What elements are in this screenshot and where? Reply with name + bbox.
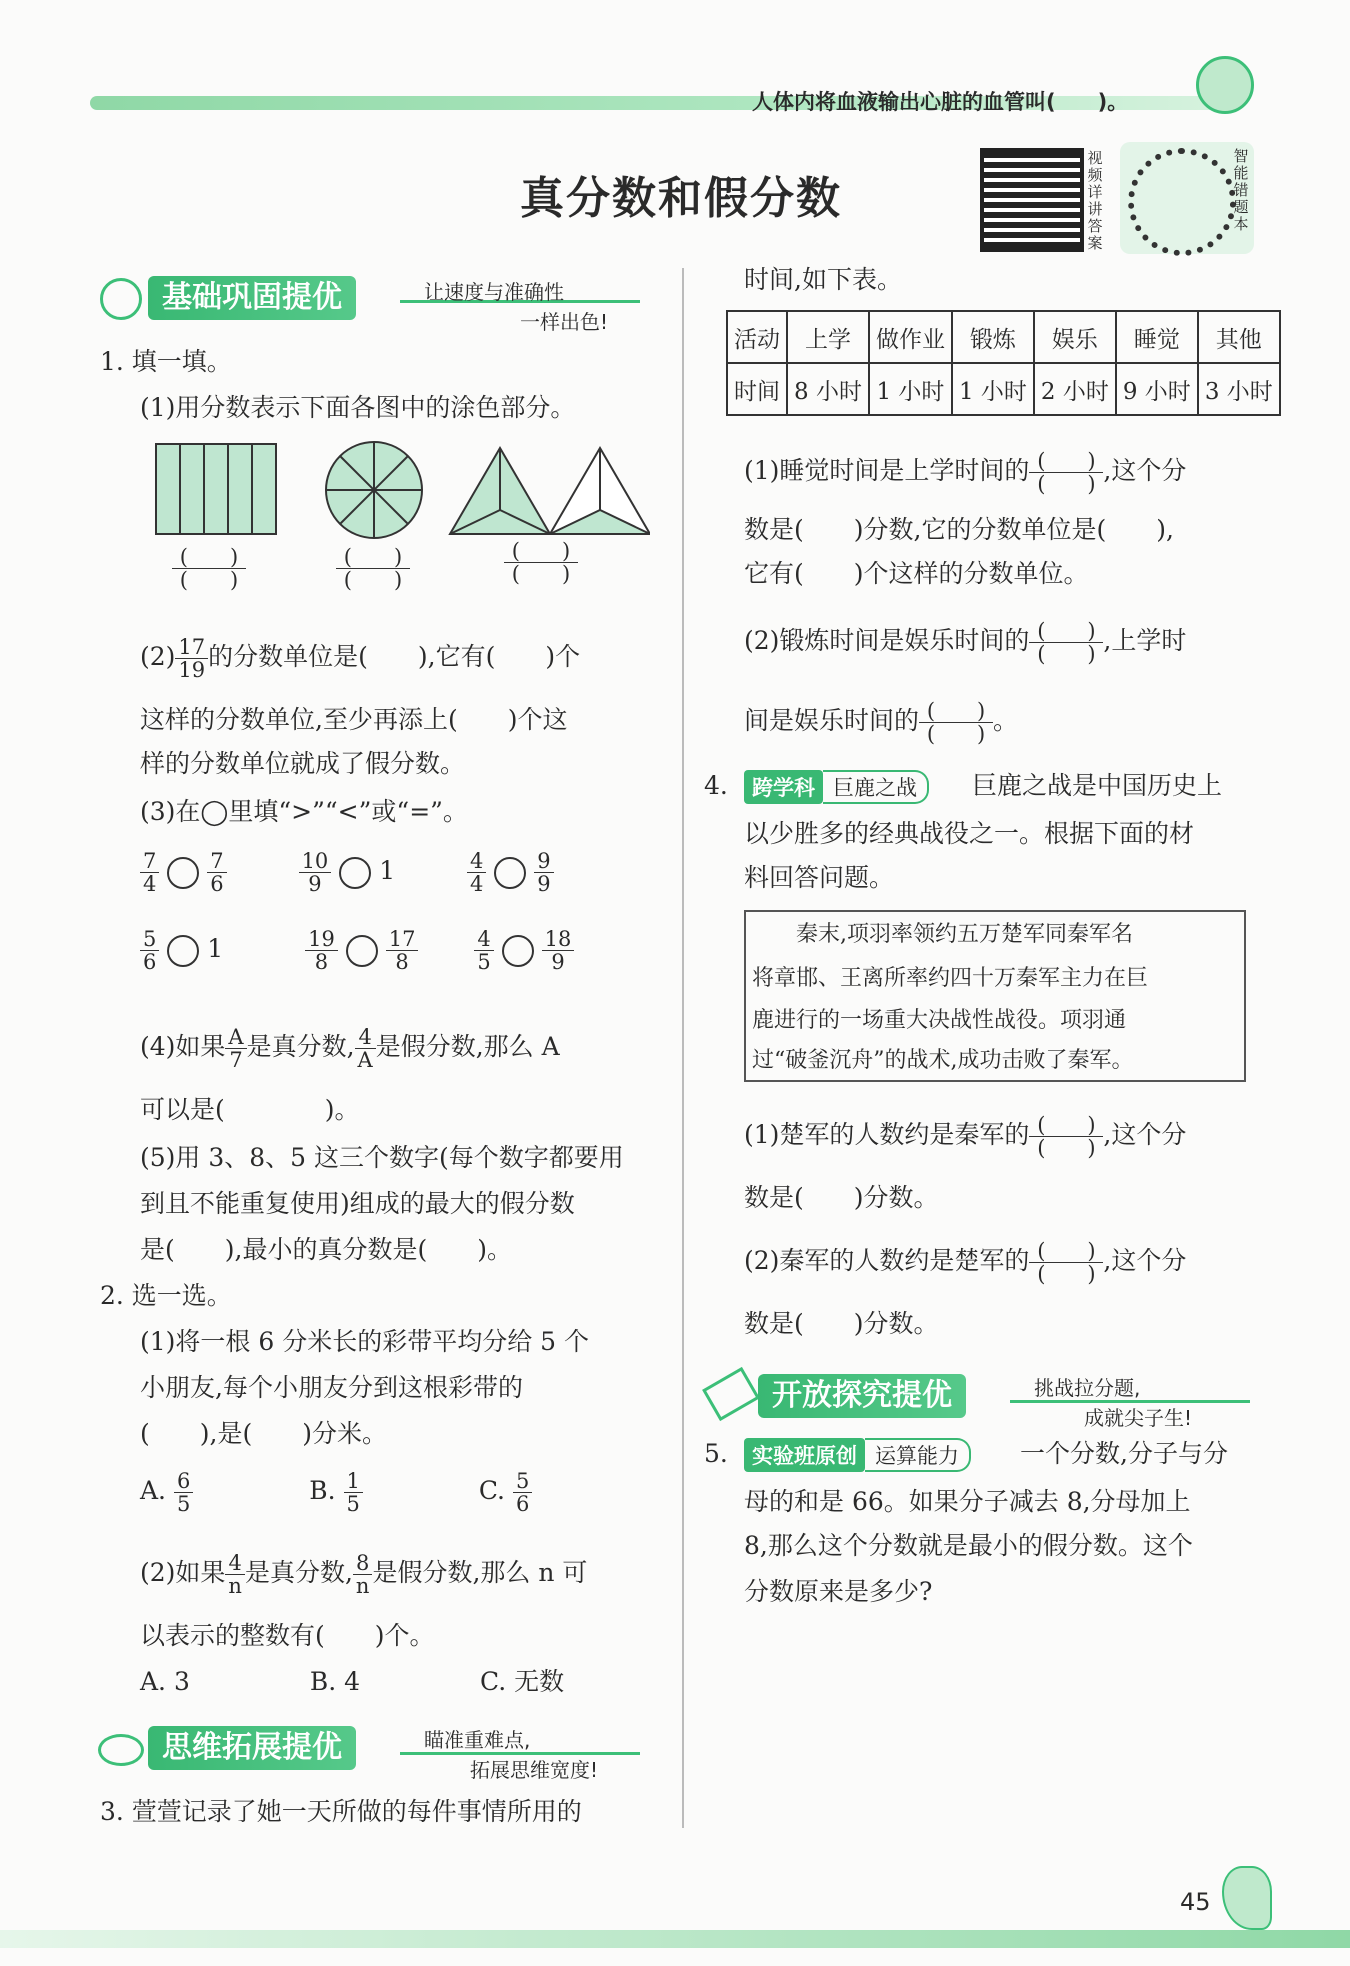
ufo-icon bbox=[98, 1734, 144, 1766]
q1-part5-line3: 是( ),最小的真分数是( )。 bbox=[140, 1235, 512, 1264]
q1-part5-line1: (5)用 3、8、5 这三个数字(每个数字都要用 bbox=[140, 1143, 624, 1172]
q4-part1-line1: (1)楚军的人数约是秦军的 ( ) ( ) ,这个分 bbox=[744, 1113, 1187, 1160]
q3-part1-line3: 它有( )个这样的分数单位。 bbox=[744, 559, 1089, 588]
q1-part5-line2: 到且不能重复使用)组成的最大的假分数 bbox=[140, 1189, 575, 1218]
header-question: 人体内将血液输出心脏的血管叫( )。 bbox=[752, 90, 1129, 114]
footer-bar bbox=[0, 1930, 1350, 1948]
page-title: 真分数和假分数 bbox=[520, 173, 842, 224]
circle-figure bbox=[326, 442, 422, 538]
compare-circle[interactable] bbox=[494, 857, 526, 889]
triangle-figure-2 bbox=[550, 448, 650, 534]
table-row: 时间 8 小时 1 小时 1 小时 2 小时 9 小时 3 小时 bbox=[727, 363, 1280, 415]
option-b[interactable]: B. $\frac{1}{5}$ bbox=[309, 1476, 363, 1505]
compare-circle[interactable] bbox=[346, 935, 378, 967]
q4-label bbox=[744, 770, 929, 804]
qr-code-icon[interactable] bbox=[980, 148, 1084, 252]
compare-row-2: $\frac{5}{6}$ 1 $\frac{19}{8}$ $\frac{17}{8}$ $\frac{4}{5}$ $\frac{18}{9}$ bbox=[140, 928, 574, 973]
section-basic-tag1: 让速度与准确性 bbox=[424, 280, 564, 304]
shaded-figures bbox=[150, 440, 650, 540]
answer-fraction-1[interactable]: ( ) ( ) bbox=[172, 546, 246, 591]
material-line: 鹿进行的一场重大决战性战役。项羽通 bbox=[752, 1008, 1127, 1033]
cross-subject-badge: 跨学科 bbox=[744, 770, 823, 804]
compare-circle[interactable] bbox=[339, 857, 371, 889]
original-badge: 实验班原创 bbox=[744, 1438, 865, 1472]
section-open-tag1: 挑战拉分题, bbox=[1034, 1376, 1141, 1400]
q1-part2-line2: 这样的分数单位,至少再添上( )个这 bbox=[140, 705, 568, 734]
answer-fraction[interactable]: ( ) ( ) bbox=[1029, 1240, 1103, 1285]
activity-table bbox=[726, 310, 1281, 416]
q4-line3: 料回答问题。 bbox=[744, 863, 895, 892]
dolphin-icon bbox=[1222, 1866, 1272, 1930]
robot-mascot-icon bbox=[1196, 56, 1254, 114]
skill-tag: 运算能力 bbox=[865, 1438, 971, 1472]
topic-tag: 巨鹿之战 bbox=[823, 770, 929, 804]
rectangle-figure bbox=[156, 444, 276, 534]
answer-fraction[interactable]: ( ) ( ) bbox=[1029, 620, 1103, 665]
q2-options-2 bbox=[140, 1666, 564, 1698]
q2-part1-line2: 小朋友,每个小朋友分到这根彩带的 bbox=[140, 1373, 523, 1402]
q1-part4-line2: 可以是( )。 bbox=[140, 1095, 360, 1124]
section-basic-tag2: 一样出色! bbox=[520, 310, 609, 334]
page-number: 45 bbox=[1180, 1888, 1211, 1916]
section-basic-title: 基础巩固提优 bbox=[148, 276, 356, 320]
q4-part1-line2: 数是( )分数。 bbox=[744, 1183, 939, 1212]
material-line: 将章邯、王离所率约四十万秦军主力在巨 bbox=[752, 966, 1149, 991]
answer-fraction[interactable]: ( ) ( ) bbox=[1029, 1114, 1103, 1159]
q5-number: 5. bbox=[704, 1439, 728, 1468]
answer-fraction-2[interactable]: ( ) ( ) bbox=[336, 546, 410, 591]
q1-part4-line1: (4)如果 $\frac{A}{7}$ 是真分数, $\frac{4}{A}$ 是假分数,那么 A bbox=[140, 1025, 560, 1072]
material-line: 秦末,项羽率领约五万楚军同秦军名 bbox=[752, 922, 1133, 947]
option-a[interactable]: A. 3 bbox=[140, 1667, 190, 1696]
q4-part2-line1: (2)秦军的人数约是楚军的 ( ) ( ) ,这个分 bbox=[744, 1239, 1187, 1286]
table-row: 活动 上学 做作业 锻炼 娱乐 睡觉 其他 bbox=[727, 311, 1280, 363]
q3-continuation: 时间,如下表。 bbox=[744, 265, 902, 294]
option-a[interactable]: A. $\frac{6}{5}$ bbox=[140, 1476, 193, 1505]
answer-fraction-3[interactable]: ( ) ( ) bbox=[504, 540, 578, 585]
atom-icon bbox=[100, 278, 142, 320]
satellite-icon bbox=[702, 1367, 760, 1421]
answer-fraction[interactable]: ( ) ( ) bbox=[1029, 450, 1103, 495]
qr1-label: 视频详讲答案 bbox=[1087, 149, 1103, 252]
qr2-label: 智能错题本 bbox=[1233, 147, 1249, 233]
material-line: 过“破釜沉舟”的战术,成功击败了秦军。 bbox=[752, 1048, 1134, 1073]
q2-part2-line1: (2)如果 $\frac{4}{n}$ 是真分数, $\frac{8}{n}$ 是假分数,那么 n 可 bbox=[140, 1551, 588, 1598]
compare-circle[interactable] bbox=[167, 857, 199, 889]
q1-part2-line1: (2) $\frac{17}{19}$ 的分数单位是( ),它有( )个 bbox=[140, 635, 581, 682]
triangle-figure-1 bbox=[450, 448, 550, 534]
answer-fraction[interactable]: ( ) ( ) bbox=[919, 700, 993, 745]
q4-line1: 巨鹿之战是中国历史上 bbox=[972, 771, 1223, 800]
q2-heading: 2. 选一选。 bbox=[100, 1281, 232, 1310]
q5-line2: 母的和是 66。如果分子减去 8,分母加上 bbox=[744, 1487, 1191, 1516]
q3-part1-line1: (1)睡觉时间是上学时间的 ( ) ( ) ,这个分 bbox=[744, 449, 1187, 496]
column-divider bbox=[682, 268, 684, 1828]
q2-part1-line3: ( ),是( )分米。 bbox=[140, 1419, 387, 1448]
option-c[interactable]: C. $\frac{5}{6}$ bbox=[479, 1476, 533, 1505]
q1-heading: 1. 填一填。 bbox=[100, 347, 232, 376]
compare-circle[interactable] bbox=[167, 935, 199, 967]
q5-line1: 一个分数,分子与分 bbox=[1020, 1439, 1228, 1468]
section-open-title: 开放探究提优 bbox=[758, 1374, 966, 1418]
q4-line2: 以少胜多的经典战役之一。根据下面的材 bbox=[744, 819, 1195, 848]
q3-part2-line1: (2)锻炼时间是娱乐时间的 ( ) ( ) ,上学时 bbox=[744, 619, 1187, 666]
compare-row-1: $\frac{7}{4}$ $\frac{7}{6}$ $\frac{10}{9}$ 1 $\frac{4}{4}$ $\frac{9}{9}$ bbox=[140, 850, 554, 895]
q5-label bbox=[744, 1438, 971, 1472]
material-box bbox=[744, 910, 1246, 1082]
q3-part1-line2: 数是( )分数,它的分数单位是( ), bbox=[744, 515, 1174, 544]
mini-program-code-icon[interactable] bbox=[1128, 148, 1236, 256]
q1-part1: (1)用分数表示下面各图中的涂色部分。 bbox=[140, 393, 576, 422]
q5-line4: 分数原来是多少? bbox=[744, 1577, 933, 1606]
section-thinking-tag2: 拓展思维宽度! bbox=[470, 1758, 599, 1782]
section-thinking-title: 思维拓展提优 bbox=[148, 1726, 356, 1770]
q4-number: 4. bbox=[704, 771, 728, 800]
section-thinking-tag1: 瞄准重难点, bbox=[424, 1728, 531, 1752]
option-b[interactable]: B. 4 bbox=[309, 1667, 361, 1696]
compare-circle[interactable] bbox=[502, 935, 534, 967]
q2-part2-line2: 以表示的整数有( )个。 bbox=[140, 1621, 435, 1650]
q5-line3: 8,那么这个分数就是最小的假分数。这个 bbox=[744, 1531, 1193, 1560]
section-open-tag2: 成就尖子生! bbox=[1084, 1406, 1193, 1430]
q3-part2-line2: 间是娱乐时间的 ( ) ( ) 。 bbox=[744, 699, 1019, 746]
option-c[interactable]: C. 无数 bbox=[480, 1667, 565, 1696]
q1-part2-line3: 样的分数单位就成了假分数。 bbox=[140, 749, 466, 778]
q3-heading: 3. 萱萱记录了她一天所做的每件事情所用的 bbox=[100, 1797, 582, 1826]
q2-options-1 bbox=[140, 1470, 532, 1515]
q4-part2-line2: 数是( )分数。 bbox=[744, 1309, 939, 1338]
q2-part1-line1: (1)将一根 6 分米长的彩带平均分给 5 个 bbox=[140, 1327, 590, 1356]
q1-part3: (3)在◯里填“>”“<”或“=”。 bbox=[140, 797, 468, 826]
